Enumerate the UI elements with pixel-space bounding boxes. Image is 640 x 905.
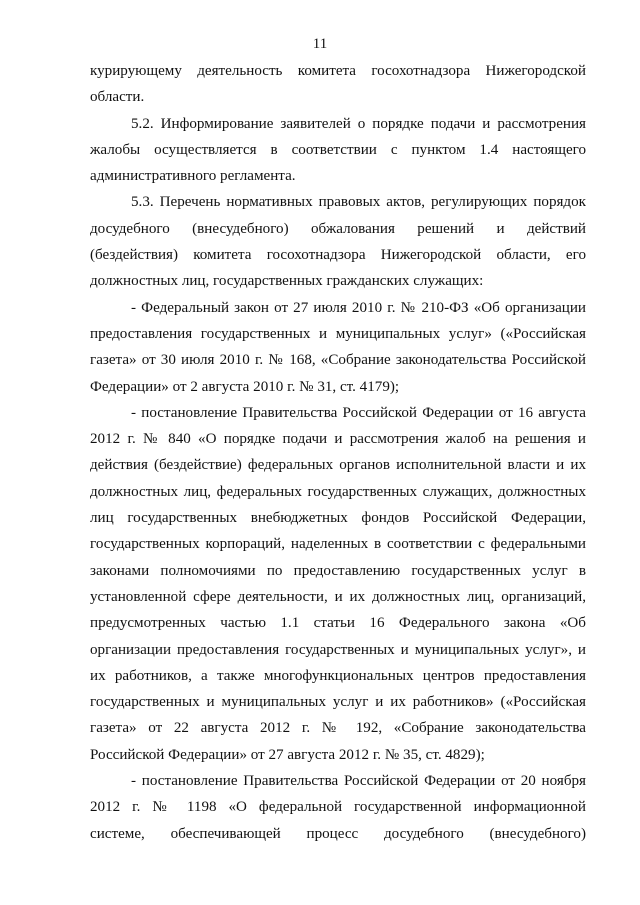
document-body: [90, 58, 586, 847]
text-line: законами полномочиями по предоставлению государственных услуг в: [90, 562, 586, 579]
text-line: государственных и муниципальных услуг и их работников» («Российская: [90, 694, 586, 711]
text-line: системе, обеспечивающей процесс досудебного (внесудебного): [90, 825, 586, 842]
text-line: предусмотренных частью 1.1 статьи 16 Федерального закона «Об: [90, 615, 586, 632]
text-line: - постановление Правительства Российской Федерации от 20 ноября: [131, 773, 586, 790]
text-line: административного регламента.: [90, 168, 296, 185]
text-line: - Федеральный закон от 27 июля 2010 г. № 210-ФЗ «Об организации: [131, 299, 586, 316]
text-line: курирующему деятельность комитета госохотнадзора Нижегородской: [90, 63, 586, 79]
text-line: организации предоставления государственных и муниципальных услуг», и: [90, 641, 586, 658]
text-line: действия (бездействие) федеральных органов исполнительной власти и их: [90, 457, 586, 474]
text-line: - постановление Правительства Российской Федерации от 16 августа: [131, 404, 586, 421]
text-line: 2012 г. № 840 «О порядке подачи и рассмотрения жалоб на решения и: [90, 431, 586, 448]
text-line: Федерации» от 2 августа 2010 г. № 31, ст. 4179);: [90, 378, 400, 395]
text-line: 2012 г. № 1198 «О федеральной государственной информационной: [90, 799, 586, 816]
text-line: лиц государственных внебюджетных фондов Российской Федерации,: [90, 510, 586, 527]
text-line: государственных корпораций, наделенных в соответствии с федеральными: [90, 536, 586, 553]
text-line: предоставления государственных и муниципальных услуг» («Российская: [90, 325, 586, 342]
text-line: (бездействия) комитета госохотнадзора Нижегородской области, его: [90, 247, 586, 264]
page-number: 11: [312, 36, 328, 52]
text-line: досудебного (внесудебного) обжалования решений и действий: [90, 220, 586, 237]
text-line: области.: [90, 89, 145, 106]
text-line: жалобы осуществляется в соответствии с пунктом 1.4 настоящего: [90, 141, 586, 158]
text-line: газета» от 22 августа 2012 г. № 192, «Собрание законодательства: [90, 720, 586, 737]
text-line: 5.3. Перечень нормативных правовых актов, регулирующих порядок: [131, 194, 586, 211]
text-line: их работников, а также многофункциональных центров предоставления: [90, 667, 586, 684]
text-line: газета» от 30 июля 2010 г. № 168, «Собрание законодательства Российской: [90, 352, 586, 369]
text-line: должностных лиц, государственных гражданских служащих:: [90, 273, 484, 290]
text-line: Российской Федерации» от 27 августа 2012 г. № 35, ст. 4829);: [90, 746, 485, 763]
text-line: 5.2. Информирование заявителей о порядке подачи и рассмотрения: [131, 115, 586, 132]
text-line: должностных лиц, федеральных государственных служащих, должностных: [90, 483, 586, 500]
text-line: установленной сфере деятельности, и их должностных лиц, организаций,: [90, 588, 586, 605]
